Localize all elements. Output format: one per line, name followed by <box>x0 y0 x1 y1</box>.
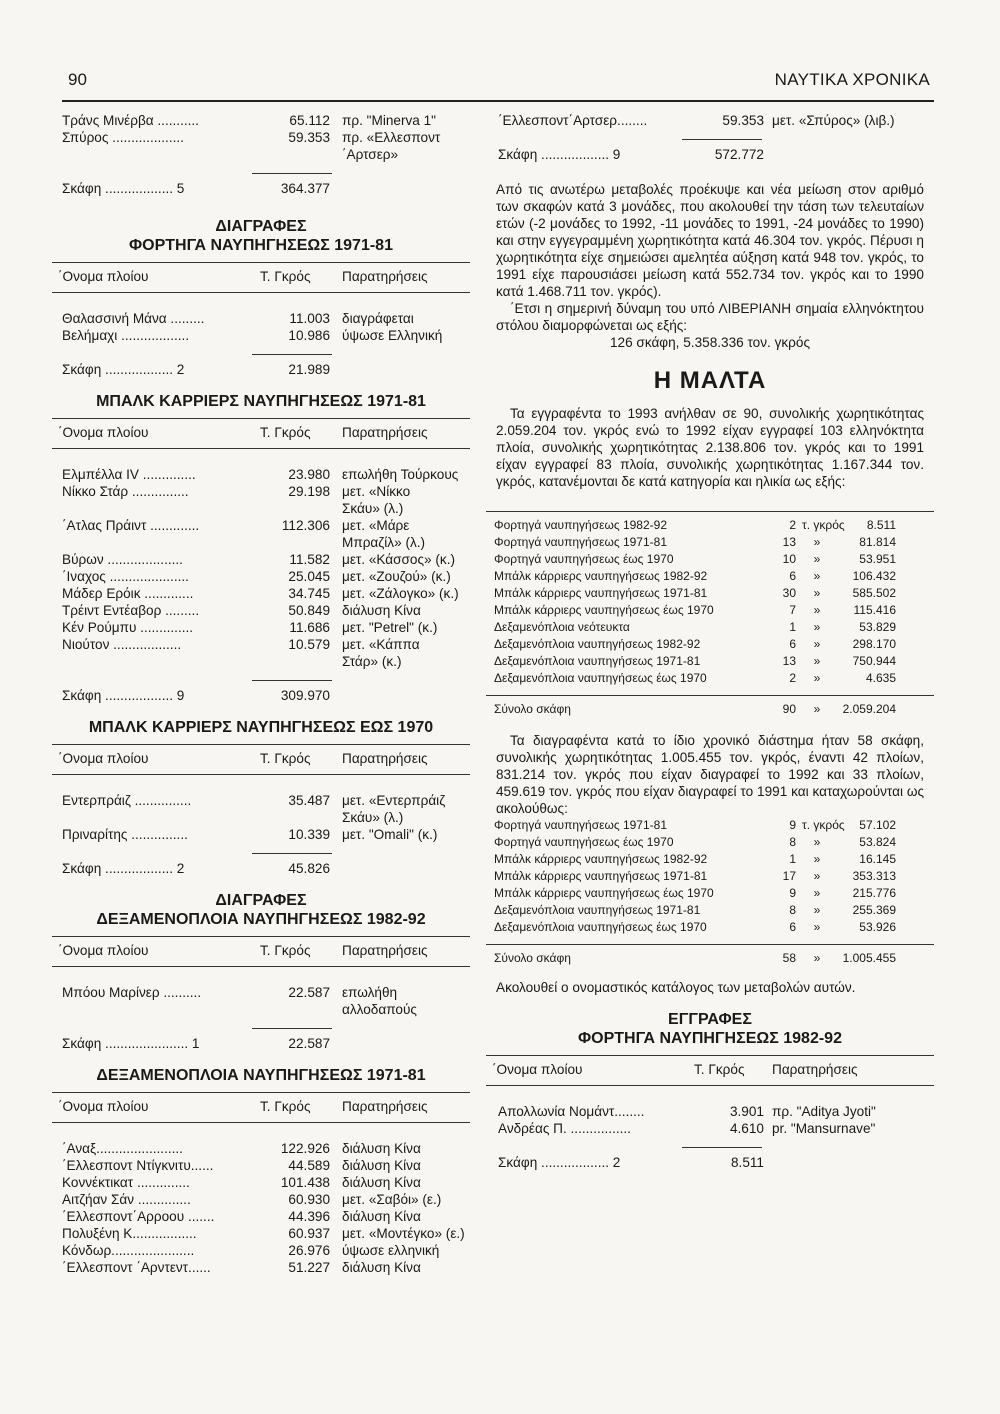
vessel-count: 17 <box>782 869 796 883</box>
gross-tons: 57.102 <box>859 818 896 832</box>
gross-tons: 53.824 <box>859 835 896 849</box>
gross-tons: 25.045 <box>288 569 330 584</box>
ship-name: Ανδρέας Π. ................ <box>498 1121 631 1136</box>
vessel-count: 2 <box>789 518 796 532</box>
ship-name: Τράνς Μινέρβα ........... <box>62 113 199 128</box>
ship-name: Μάδερ Ερόικ ............. <box>62 586 194 601</box>
sec4-rows <box>52 984 470 1018</box>
gross-tons: 10.579 <box>288 637 330 652</box>
category: Μπάλκ κάρριερς ναυπηγήσεως 1971-81 <box>494 586 708 600</box>
gross-tons: 106.432 <box>852 569 896 583</box>
unit-mark: τ. γκρός <box>802 518 845 532</box>
remark: μετ. «Νίκκο <box>342 484 411 499</box>
gross-tons: 8.511 <box>866 518 896 532</box>
table-row <box>52 1001 470 1018</box>
gross-tons: 29.198 <box>288 484 330 499</box>
total-rule <box>252 1028 332 1029</box>
unit-mark: » <box>813 903 821 917</box>
unit-mark: » <box>813 637 821 651</box>
remark: μετ. «Σαβόι» (ε.) <box>342 1192 442 1207</box>
table-row <box>52 585 470 602</box>
category: Μπάλκ κάρριερς ναυπηγήσεως 1971-81 <box>494 869 708 883</box>
unit-mark: » <box>813 886 821 900</box>
table-row <box>52 1191 470 1208</box>
gross-tons: 112.306 <box>281 518 330 533</box>
unit-mark: » <box>813 671 821 685</box>
remark: μετ. «Σπύρος» (λιβ.) <box>772 113 895 128</box>
vessel-count: 1 <box>789 620 796 634</box>
unit-mark: » <box>813 852 821 866</box>
remark: διάλυση Κίνα <box>342 1209 421 1224</box>
gross-tons: 585.502 <box>852 586 896 600</box>
unit-mark: » <box>813 603 821 617</box>
remark: μετ. «Μάρε <box>342 518 410 533</box>
table-row <box>52 534 470 551</box>
remark: μετ. «Ζουζού» (κ.) <box>342 569 451 584</box>
gross-tons: 255.369 <box>852 903 896 917</box>
stats-row <box>486 902 934 919</box>
remark: διαγράφεται <box>342 311 414 326</box>
remark: μετ. «Κάππα <box>342 637 420 652</box>
section-title: ΔΕΞΑΜΕΝΟΠΛΟΙΑ ΝΑΥΠΗΓΗΣΕΩΣ 1971-81 <box>96 1067 426 1084</box>
gross-tons: 60.937 <box>288 1226 330 1241</box>
gross-tons: 11.003 <box>289 311 330 326</box>
header-rule <box>52 774 470 775</box>
stats-total: Σύνολο σκάφη 58 » 1.005.455 <box>494 951 896 965</box>
vessel-count: 10 <box>782 552 796 566</box>
sec1-rows <box>52 310 470 344</box>
stats-row <box>486 885 934 902</box>
gross-tons: 26.976 <box>288 1243 330 1258</box>
gross-tons: 215.776 <box>852 886 896 900</box>
table-row <box>52 129 470 146</box>
total-row: Σκάφη .................. 9 309.970 <box>62 688 330 703</box>
ship-name: Τρέιντ Εντέαβορ ......... <box>62 603 200 618</box>
header-rule <box>52 418 470 419</box>
unit-mark: » <box>813 835 821 849</box>
table-row <box>52 483 470 500</box>
category: Φορτηγά ναυπηγήσεως έως 1970 <box>494 835 674 849</box>
remark: Στάρ» (κ.) <box>342 654 402 669</box>
gross-tons: 11.686 <box>289 620 330 635</box>
right-top-block <box>486 112 934 129</box>
remark: διάλυση Κίνα <box>342 1141 421 1156</box>
gross-tons: 35.487 <box>288 793 330 808</box>
gross-tons: 53.926 <box>859 920 896 934</box>
total-row: Σκάφη .................. 2 45.826 <box>62 861 330 876</box>
page-header <box>62 66 934 102</box>
table-header: ΄Ονομα πλοίου Τ. Γκρός Παρατηρήσεις <box>58 1099 428 1114</box>
ship-name: ΄Ελλεσποντ΄Αρτσερ........ <box>498 113 648 128</box>
vessel-count: 1 <box>789 852 796 866</box>
vessel-count: 30 <box>782 586 796 600</box>
stats-row <box>486 517 934 534</box>
vessel-count: 9 <box>789 818 796 832</box>
table-row <box>486 1103 934 1120</box>
vessel-count: 8 <box>789 835 796 849</box>
gross-tons: 59.353 <box>722 113 764 128</box>
paragraph: Τα διαγραφέντα κατά το ίδιο χρονικό διάστημα ήταν 58 σκάφη, συνολικής χωρητικότητας 1.005.455 τον. γκρός, έναντι 42 πλοίων, 831.214 τον. γκρός που είχαν διαγραφεί το 1992 και 33 πλοίων, 459.619 τον. γκρός που είχαν διαγραφεί το 1991 και καταχωρούνται ως ακολούθως: <box>496 733 924 816</box>
stats-row <box>486 817 934 834</box>
stats-row <box>486 551 934 568</box>
remark: μετ. «Μοντέγκο» (ε.) <box>342 1226 465 1241</box>
table-row <box>52 310 470 327</box>
total-row: Σκάφη .................. 5 364.377 <box>62 181 330 196</box>
remark: διάλυση Κίνα <box>342 1175 421 1190</box>
remark: επωλήθη Τούρκους <box>342 467 459 482</box>
ship-name: ΄Ιναχος ..................... <box>62 569 189 584</box>
ship-name: ΄Ατλας Πράιντ ............. <box>62 518 200 533</box>
stats-rule <box>486 511 934 512</box>
category: Μπάλκ κάρριερς ναυπηγήσεως 1982-92 <box>494 569 708 583</box>
stats1-rows <box>486 517 934 687</box>
remark: μετ. «Ζάλογκο» (κ.) <box>342 586 459 601</box>
stats-row <box>486 834 934 851</box>
total-rule <box>252 354 332 355</box>
stats-total: Σύνολο σκάφη 90 » 2.059.204 <box>494 702 896 716</box>
remark: διάλυση Κίνα <box>342 603 421 618</box>
table-row <box>52 809 470 826</box>
section-title: ΜΠΑΛΚ ΚΑΡΡΙΕΡΣ ΝΑΥΠΗΓΗΣΕΩΣ ΕΩΣ 1970 <box>88 719 434 736</box>
table-row <box>52 551 470 568</box>
ship-name: ΄Ελλεσποντ ΄Αρντεντ...... <box>62 1260 211 1275</box>
unit-mark: » <box>813 869 821 883</box>
table-row <box>52 146 470 163</box>
vessel-count: 13 <box>782 535 796 549</box>
table-header: ΄Ονομα πλοίου Τ. Γκρός Παρατηρήσεις <box>58 943 428 958</box>
remark: επωλήθη <box>342 985 398 1000</box>
table-row <box>52 619 470 636</box>
gross-tons: 59.353 <box>288 130 330 145</box>
vessel-count: 13 <box>782 654 796 668</box>
unit-mark: » <box>813 654 821 668</box>
paragraph: Από τις ανωτέρω μεταβολές προέκυψε και νέα μείωση στον αριθμό των σκαφών κατά 3 μονάδες, που ακολουθεί την τάση των τελευταίων ετών (-2 μονάδες το 1992, -11 μονάδες το 1991, -24 μονάδες το 1990) και στην εγγεγραμμένη χωρητικότητα κατά 46.304 τον. γκρός. Πέρυσι η χωρητικότητα είχε σημειώσει αμελητέα αύξηση κατά 948 τον. γκρός, το 1991 είχε παρουσιάσει μείωση κατά 552.734 τον. γκρός και το 1990 κατά 1.468.711 τον. γκρός). <box>496 182 924 299</box>
table-row <box>52 1259 470 1276</box>
remark: Σκάυ» (λ.) <box>342 810 404 825</box>
table-row <box>52 327 470 344</box>
unit-mark: » <box>813 586 821 600</box>
vessel-count: 6 <box>789 637 796 651</box>
category: Φορτηγά ναυπηγήσεως 1971-81 <box>494 818 667 832</box>
total-row: Σκάφη .................. 2 21.989 <box>62 362 330 377</box>
total-row: Σκάφη .................. 2 8.511 <box>498 1155 764 1170</box>
remark: μετ. «Εντερπράιζ <box>342 793 446 808</box>
stats-row <box>486 619 934 636</box>
table-header: ΄Ονομα πλοίου Τ. Γκρός Παρατηρήσεις <box>58 269 428 284</box>
stats-rule <box>486 944 934 945</box>
table-row <box>52 568 470 585</box>
gross-tons: 22.587 <box>288 985 330 1000</box>
total-rule <box>682 139 762 140</box>
total-row: Σκάφη ...................... 1 22.587 <box>62 1036 330 1051</box>
remark: πρ. "Minerva 1" <box>342 113 437 128</box>
gross-tons: 16.145 <box>859 852 896 866</box>
gross-tons: 50.849 <box>288 603 330 618</box>
remark: ΄Αρτσερ» <box>342 147 399 162</box>
paragraph: Τα εγγραφέντα το 1993 ανήλθαν σε 90, συνολικής χωρητικότητας 2.059.204 τον. γκρός ενώ το 1992 είχαν εγγραφεί 103 ελληνόκτητα πλοία, συνολικής χωρητικότητας 2.138.806 τον. γκρός και το 1991 είχαν εγγραφεί 83 πλοία, συνολικής χωρητικότητας 1.167.344 τον. γκρός, κατανέμονται δε κατά κατηγορία και ηλικία ως εξής: <box>496 406 924 489</box>
header-rule <box>52 1092 470 1093</box>
malta-heading: Η ΜΑΛΤΑ <box>653 367 767 394</box>
ship-name: Απολλωνία Νομάντ........ <box>498 1104 645 1119</box>
table-row <box>52 1208 470 1225</box>
stats2-rows <box>486 817 934 936</box>
gross-tons: 101.438 <box>280 1175 330 1190</box>
remark: Μπραζίλ» (λ.) <box>342 535 426 550</box>
category: Δεξαμενόπλοια ναυπηγήσεως έως 1970 <box>494 671 707 685</box>
page-number: 90 <box>68 70 87 89</box>
ship-name: Μπόου Μαρίνερ .......... <box>62 985 202 1000</box>
gross-tons: 115.416 <box>853 603 896 617</box>
vessel-count: 7 <box>789 603 796 617</box>
total-row: Σκάφη .................. 9 572.772 <box>498 147 764 162</box>
paragraph: Ακολουθεί ο ονομαστικός κατάλογος των μεταβολών αυτών. <box>496 980 856 995</box>
stats-row <box>486 868 934 885</box>
gross-tons: 353.313 <box>852 869 896 883</box>
table-row <box>52 602 470 619</box>
stats-row <box>486 602 934 619</box>
remark: μετ. "Petrel" (κ.) <box>342 620 438 635</box>
gross-tons: 122.926 <box>280 1141 330 1156</box>
gross-tons: 60.930 <box>288 1192 330 1207</box>
table-row <box>486 1120 934 1137</box>
gross-tons: 3.901 <box>729 1104 764 1119</box>
ship-name: ΄Αναξ....................... <box>62 1141 183 1156</box>
remark: ύψωσε ελληνική <box>342 1243 440 1258</box>
total-rule <box>252 173 332 174</box>
section-title: ΔΙΑΓΡΑΦΕΣ ΔΕΞΑΜΕΝΟΠΛΟΙΑ ΝΑΥΠΗΓΗΣΕΩΣ 1982-92 <box>96 892 426 928</box>
section-title: ΜΠΑΛΚ ΚΑΡΡΙΕΡΣ ΝΑΥΠΗΓΗΣΕΩΣ 1971-81 <box>96 393 426 410</box>
gross-tons: 298.170 <box>852 637 896 651</box>
header-rule <box>486 1085 934 1086</box>
unit-mark: » <box>813 535 821 549</box>
section-title: ΔΙΑΓΡΑΦΕΣ ΦΟΡΤΗΓΑ ΝΑΥΠΗΓΗΣΕΩΣ 1971-81 <box>129 218 393 254</box>
paragraph: ΄Ετσι η σημερινή δύναμη του υπό ΛΙΒΕΡΙΑΝΗ σημαία ελληνόκτητου στόλου διαμορφώνεται ως εξής: <box>496 301 924 333</box>
remark: ύψωσε Ελληνική <box>342 328 443 343</box>
remark: pr. "Mansurnave" <box>772 1121 876 1136</box>
ship-name: Σπύρος ................... <box>62 130 184 145</box>
ship-name: Εντερπράιζ ............... <box>62 793 192 808</box>
vessel-count: 6 <box>789 569 796 583</box>
header-rule <box>52 292 470 293</box>
header-rule <box>52 966 470 967</box>
remark: Σκάυ» (λ.) <box>342 501 404 516</box>
table-row <box>52 826 470 843</box>
stats-row <box>486 568 934 585</box>
unit-mark: » <box>813 569 821 583</box>
ship-name: Βύρων .................... <box>62 552 183 567</box>
ship-name: Πριναρίτης ............... <box>62 827 188 842</box>
table-row <box>486 112 934 129</box>
category: Δεξαμενόπλοια ναυπηγήσεως 1982-92 <box>494 637 701 651</box>
ship-name: ΄Ελλεσποντ΄Αρροου ....... <box>62 1209 215 1224</box>
stats-row <box>486 670 934 687</box>
unit-mark: τ. γκρός <box>802 818 845 832</box>
gross-tons: 51.227 <box>288 1260 330 1275</box>
table-row <box>52 1174 470 1191</box>
table-row <box>52 984 470 1001</box>
ship-name: Πολυξένη Κ................. <box>62 1226 197 1241</box>
gross-tons: 10.986 <box>288 328 330 343</box>
ship-name: Νιούτον .................. <box>62 637 182 652</box>
gross-tons: 4.635 <box>865 671 896 685</box>
gross-tons: 65.112 <box>289 113 330 128</box>
ship-name: Θαλασσινή Μάνα ......... <box>62 311 205 326</box>
right-column <box>486 112 934 1171</box>
table-row <box>52 1225 470 1242</box>
total-rule <box>252 680 332 681</box>
remark: μετ. «Κάσσος» (κ.) <box>342 552 455 567</box>
gross-tons: 53.829 <box>859 620 896 634</box>
header-rule <box>52 262 470 263</box>
table-header: ΄Ονομα πλοίου Τ. Γκρός Παρατηρήσεις <box>58 425 428 440</box>
ship-name: Αιτζήαν Σάν .............. <box>62 1192 191 1207</box>
vessel-count: 6 <box>789 920 796 934</box>
remark: διάλυση Κίνα <box>342 1158 421 1173</box>
category: Φορτηγά ναυπηγήσεως έως 1970 <box>494 552 674 566</box>
gross-tons: 10.339 <box>288 827 330 842</box>
sec2-rows <box>52 466 470 670</box>
stats-row <box>486 851 934 868</box>
table-row <box>52 517 470 534</box>
sec6-rows <box>486 1103 934 1137</box>
remark: μετ. "Omali" (κ.) <box>342 827 438 842</box>
category: Δεξαμενόπλοια ναυπηγήσεως 1971-81 <box>494 903 701 917</box>
header-rule <box>52 1122 470 1123</box>
ship-name: Νίκκο Στάρ ............... <box>62 484 189 499</box>
table-header: ΄Ονομα πλοίου Τ. Γκρός Παρατηρήσεις <box>58 751 428 766</box>
ship-name: Ελμπέλλα IV .............. <box>62 467 196 482</box>
category: Μπάλκ κάρριερς ναυπηγήσεως 1982-92 <box>494 852 708 866</box>
ship-name: Κοννέκτικατ .............. <box>62 1175 190 1190</box>
gross-tons: 4.610 <box>729 1121 764 1136</box>
ship-name: Κέν Ρούμπυ .............. <box>62 620 194 635</box>
left-column <box>52 112 470 1276</box>
vessel-count: 2 <box>789 671 796 685</box>
table-row <box>52 466 470 483</box>
remark: πρ. «Ελλεσποντ <box>342 130 441 145</box>
gross-tons: 53.951 <box>859 552 896 566</box>
total-rule <box>682 1147 762 1148</box>
table-row <box>52 1242 470 1259</box>
unit-mark: » <box>813 620 821 634</box>
gross-tons: 750.944 <box>852 654 896 668</box>
category: Μπάλκ κάρριερς ναυπηγήσεως έως 1970 <box>494 886 714 900</box>
unit-mark: » <box>813 920 821 934</box>
vessel-count: 9 <box>789 886 796 900</box>
header-rule <box>52 936 470 937</box>
gross-tons: 44.396 <box>288 1209 330 1224</box>
unit-mark: » <box>813 552 821 566</box>
total-rule <box>252 853 332 854</box>
header-rule <box>52 744 470 745</box>
table-row <box>52 1140 470 1157</box>
category: Φορτηγά ναυπηγήσεως 1982-92 <box>494 518 667 532</box>
stats-row <box>486 534 934 551</box>
table-row <box>52 500 470 517</box>
gross-tons: 34.745 <box>288 586 330 601</box>
table-row <box>52 636 470 653</box>
table-header: ΄Ονομα πλοίου Τ. Γκρός Παρατηρήσεις <box>492 1062 858 1077</box>
ship-name: ΄Ελλεσποντ Ντίγκνιτυ...... <box>62 1158 214 1173</box>
category: Μπάλκ κάρριερς ναυπηγήσεως έως 1970 <box>494 603 714 617</box>
gross-tons: 23.980 <box>288 467 330 482</box>
remark: διάλυση Κίνα <box>342 1260 421 1275</box>
table-row <box>52 653 470 670</box>
stats-row <box>486 653 934 670</box>
table-row <box>52 112 470 129</box>
remark: πρ. "Aditya Jyoti" <box>772 1104 876 1119</box>
table-row <box>52 1157 470 1174</box>
remark: αλλοδαπούς <box>342 1002 417 1017</box>
category: Δεξαμενόπλοια νεότευκτα <box>494 620 630 634</box>
category: Φορτηγά ναυπηγήσεως 1971-81 <box>494 535 667 549</box>
sec5-rows <box>52 1140 470 1276</box>
publication-title: ΝΑΥΤΙΚΑ ΧΡΟΝΙΚΑ <box>774 70 930 89</box>
category: Δεξαμενόπλοια ναυπηγήσεως έως 1970 <box>494 920 707 934</box>
gross-tons: 81.814 <box>859 535 896 549</box>
ship-name: Βελήμαχι .................. <box>62 328 190 343</box>
stats-row <box>486 636 934 653</box>
vessel-count: 8 <box>789 903 796 917</box>
stats-rule <box>486 695 934 696</box>
left-top-block <box>52 112 470 163</box>
header-rule <box>52 448 470 449</box>
stats-row <box>486 585 934 602</box>
fleet-total-line: 126 σκάφη, 5.358.336 τον. γκρός <box>609 335 811 350</box>
category: Δεξαμενόπλοια ναυπηγήσεως 1971-81 <box>494 654 701 668</box>
gross-tons: 11.582 <box>289 552 330 567</box>
sec3-rows <box>52 792 470 843</box>
ship-name: Κόνδωρ...................... <box>62 1243 195 1258</box>
header-rule <box>486 1055 934 1056</box>
section-title: ΕΓΓΡΑΦΕΣ ΦΟΡΤΗΓΑ ΝΑΥΠΗΓΗΣΕΩΣ 1982-92 <box>578 1011 842 1047</box>
stats-row <box>486 919 934 936</box>
table-row <box>52 792 470 809</box>
gross-tons: 44.589 <box>288 1158 330 1173</box>
